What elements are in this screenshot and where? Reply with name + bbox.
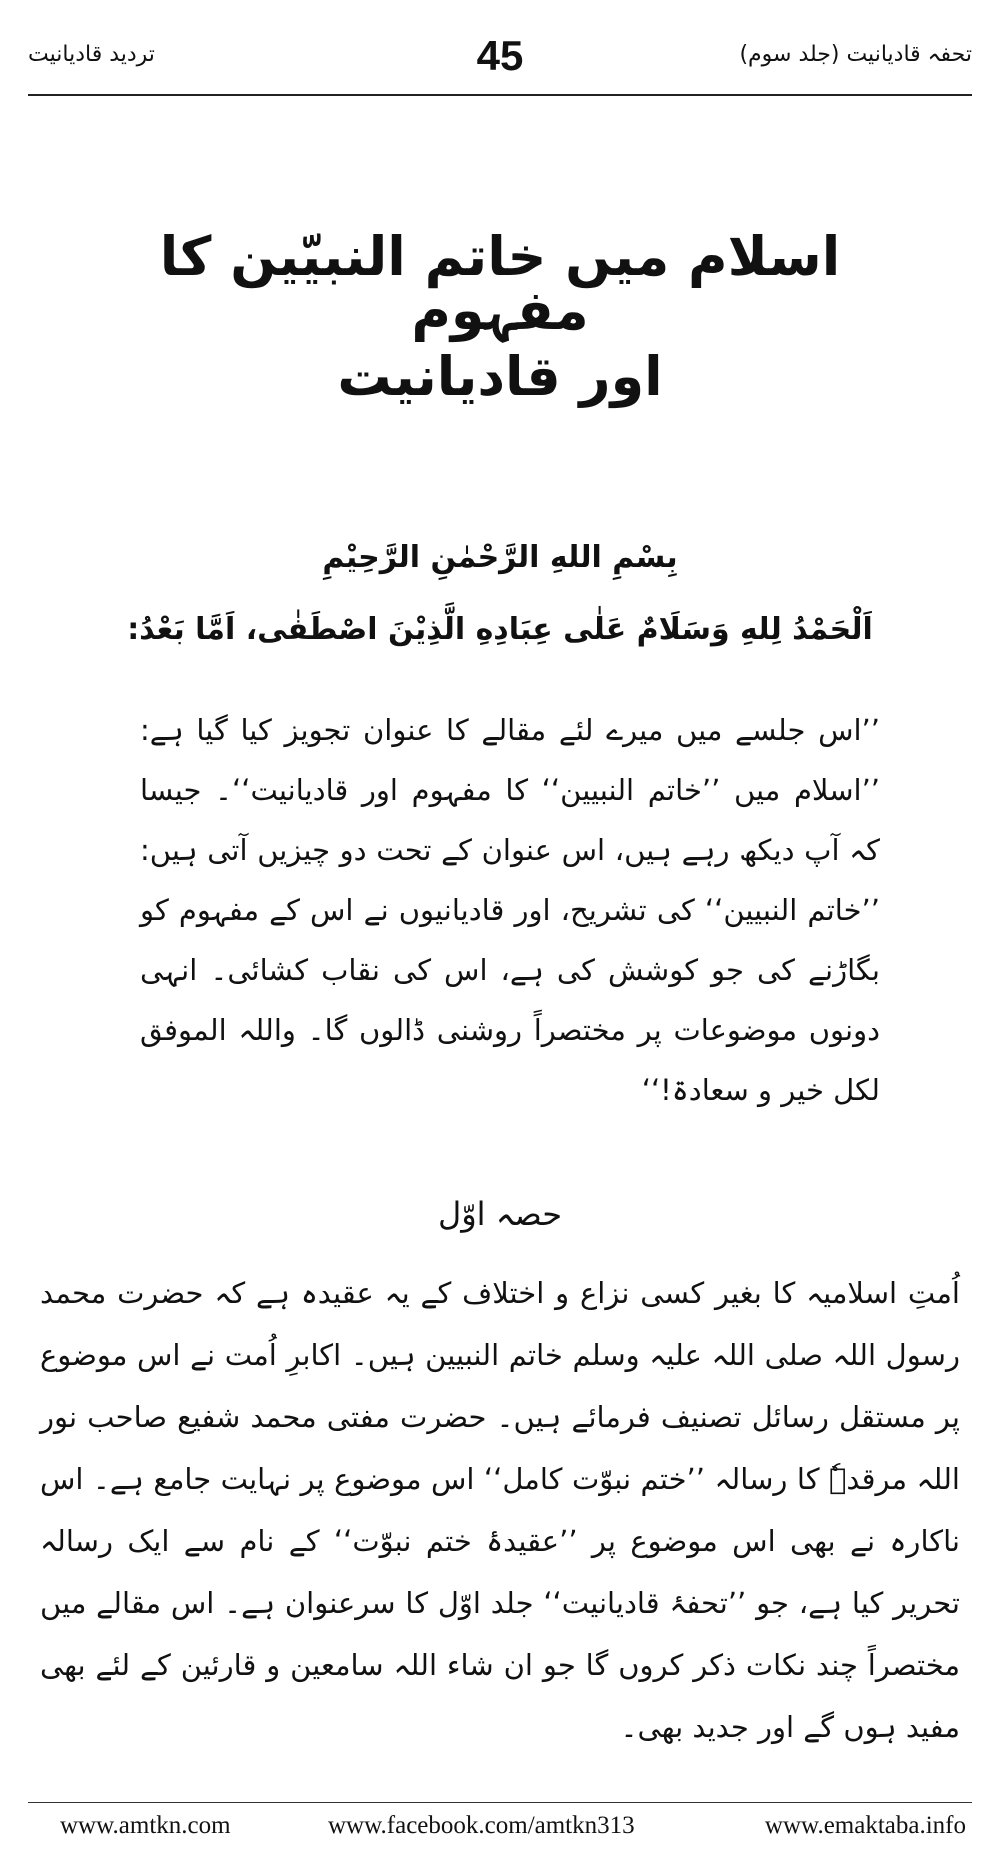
page-footer	[28, 1808, 972, 1844]
opening-hamd: اَلْحَمْدُ لِلهِ وَسَلَامٌ عَلٰى عِبَادِهِ الَّذِيْنَ اصْطَفٰى، اَمَّا بَعْدُ:	[127, 612, 873, 647]
article-subtitle: اور قادیانیت	[337, 345, 663, 408]
quote-text: ’’اس جلسے میں میرے لئے مقالے کا عنوان تجویز کیا گیا ہے: ’’اسلام میں ’’خاتم النبیین‘‘ کا مفہوم اور قادیانیت‘‘۔ جیسا کہ آپ دیکھ رہے ہیں، اس عنوان کے تحت دو چیزیں آتی ہیں: ’’خاتم النبیین‘‘ کی تشریح، اور قادیانیوں نے اس کے مفہوم کو بگاڑنے کی جو کوشش کی ہے، اس کی نقاب کشائی۔ انہی دونوں موضوعات پر مختصراً روشنی ڈالوں گا۔ واللہ الموفق لکل خیر و سعادۃ!‘‘	[140, 713, 880, 1107]
article-title: اسلام میں خاتم النبیّین کا مفہوم	[159, 225, 841, 342]
header-book-title: تحفہ قادیانیت (جلد سوم)	[739, 42, 972, 67]
footer-link-emaktaba[interactable]: www.emaktaba.info	[764, 1812, 966, 1839]
page-number: 45	[476, 32, 524, 79]
quote-paragraph	[140, 700, 880, 1120]
bismillah: بِسْمِ اللهِ الرَّحْمٰنِ الرَّحِيْمِ	[322, 540, 678, 575]
footer-link-facebook[interactable]: www.facebook.com/amtkn313	[328, 1812, 635, 1839]
header-section-title: تردید قادیانیت	[28, 42, 155, 67]
page-header	[28, 32, 972, 82]
body-paragraph	[40, 1262, 960, 1758]
header-divider	[28, 94, 972, 96]
footer-divider	[28, 1802, 972, 1803]
section-heading: حصہ اوّل	[437, 1195, 563, 1233]
footer-link-amtkn[interactable]: www.amtkn.com	[60, 1812, 231, 1839]
body-text: اُمتِ اسلامیہ کا بغیر کسی نزاع و اختلاف کے یہ عقیدہ ہے کہ حضرت محمد رسول اللہ صلی اللہ علیہ وسلم خاتم النبیین ہیں۔ اکابرِ اُمت نے اس موضوع پر مستقل رسائل تصنیف فرمائے ہیں۔ حضرت مفتی محمد شفیع صاحب نور اللہ مرقدہٗ کا رسالہ ’’ختم نبوّت کامل‘‘ اس موضوع پر نہایت جامع ہے۔ اس ناکارہ نے بھی اس موضوع پر ’’عقیدۂ ختم نبوّت‘‘ کے نام سے ایک رسالہ تحریر کیا ہے، جو ’’تحفۂ قادیانیت‘‘ جلد اوّل کا سرعنوان ہے۔ اس مقالے میں مختصراً چند نکات ذکر کروں گا جو ان شاء اللہ سامعین و قارئین کے لئے بھی مفید ہوں گے اور جدید بھی۔	[40, 1276, 960, 1744]
